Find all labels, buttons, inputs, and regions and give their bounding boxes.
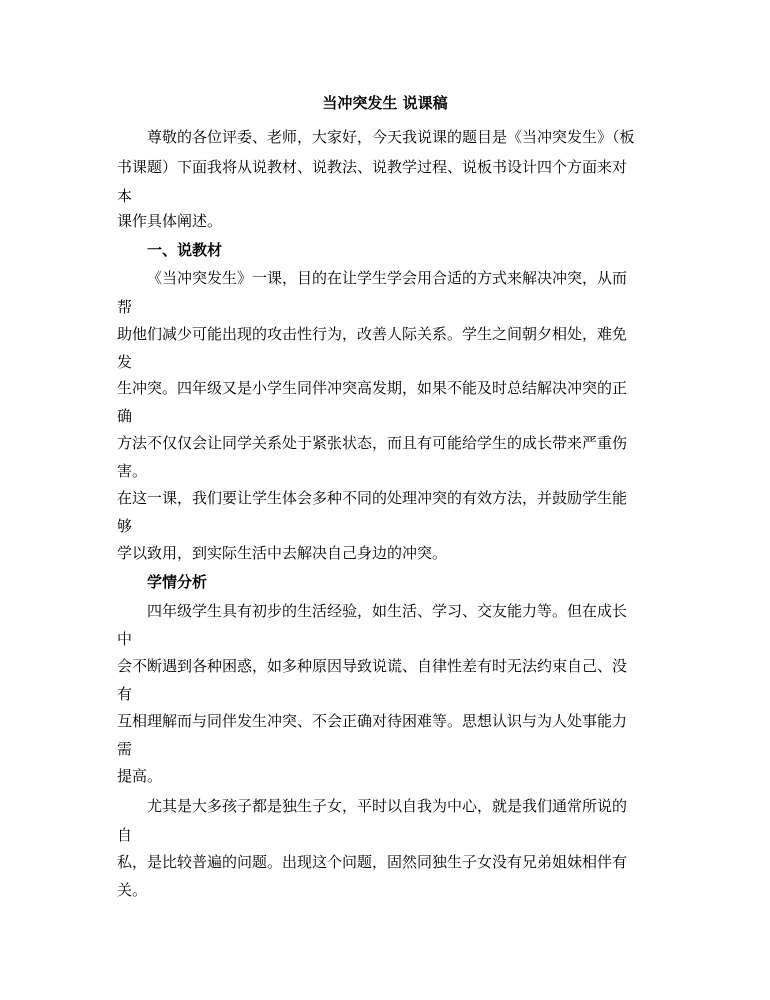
paragraph-line: 尊敬的各位评委、老师，大家好，今天我说课的题目是《当冲突发生》（板: [147, 128, 635, 146]
paragraph-line: 互相理解而与同伴发生冲突、不会正确对待困难等。思想认识与为人处事能力: [117, 712, 628, 730]
paragraph-line: 在这一课，我们要让学生体会多种不同的处理冲突的有效方法，并鼓励学生能: [117, 489, 628, 507]
paragraph-line: 中: [117, 630, 133, 648]
paragraph-line: 发: [117, 353, 133, 371]
paragraph-line: 自: [117, 826, 133, 844]
section-heading: 学情分析: [147, 573, 208, 591]
paragraph-line: 书课题）下面我将从说教材、说教法、说教学过程、说板书设计四个方面来对: [117, 158, 628, 176]
paragraph-line: 够: [117, 517, 133, 535]
paragraph-line: 助他们减少可能出现的攻击性行为，改善人际关系。学生之间朝夕相处，难免: [117, 325, 628, 343]
paragraph-line: 课作具体阐述。: [117, 212, 223, 230]
paragraph-line: 确: [117, 407, 133, 425]
paragraph-line: 害。: [117, 462, 148, 480]
paragraph-line: 尤其是大多孩子都是独生子女，平时以自我为中心，就是我们通常所说的: [147, 797, 628, 815]
document-title: 当冲突发生 说课稿: [322, 94, 448, 112]
paragraph-line: 方法不仅仅会让同学关系处于紧张状态，而且有可能给学生的成长带来严重伤: [117, 434, 628, 452]
paragraph-line: 有: [117, 685, 133, 703]
paragraph-line: 关。: [117, 881, 148, 899]
section-heading: 一、说教材: [147, 241, 223, 259]
paragraph-line: 生冲突。四年级又是小学生同伴冲突高发期，如果不能及时总结解决冲突的正: [117, 379, 628, 397]
paragraph-line: 帮: [117, 298, 133, 316]
paragraph-line: 《当冲突发生》一课，目的在让学生学会用合适的方式来解决冲突，从而: [147, 269, 628, 287]
paragraph-line: 会不断遇到各种困惑，如多种原因导致说谎、自律性差有时无法约束自己、没: [117, 657, 628, 675]
paragraph-line: 私，是比较普遍的问题。出现这个问题，固然同独生子女没有兄弟姐妹相伴有: [117, 853, 628, 871]
paragraph-line: 学以致用，到实际生活中去解决自己身边的冲突。: [117, 544, 448, 562]
paragraph-line: 需: [117, 740, 133, 758]
paragraph-line: 本: [117, 187, 133, 205]
paragraph-line: 提高。: [117, 767, 163, 785]
paragraph-line: 四年级学生具有初步的生活经验，如生活、学习、交友能力等。但在成长: [147, 602, 628, 620]
